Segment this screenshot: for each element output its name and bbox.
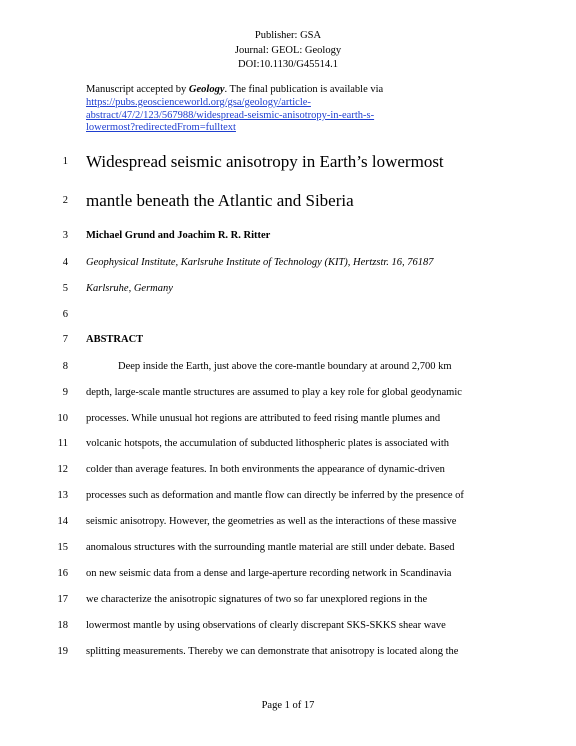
abstract-line: processes such as deformation and mantle flow can directly be inferred by the presence of [86, 490, 464, 501]
line-number: 17 [57, 594, 68, 605]
line-number: 5 [62, 283, 68, 294]
line-number: 4 [62, 257, 68, 268]
line-number: 19 [57, 646, 68, 657]
line-number: 7 [62, 334, 68, 345]
publication-link-line-1[interactable]: https://pubs.geoscienceworld.org/gsa/geology/article- [86, 96, 311, 108]
line-number: 18 [57, 620, 68, 631]
doi-line: DOI:10.1130/G45514.1 [238, 59, 338, 70]
line-number: 2 [62, 195, 68, 206]
line-number: 14 [57, 516, 68, 527]
journal-line: Journal: GEOL: Geology [234, 44, 342, 56]
abstract-line: we characterize the anisotropic signatures of two so far unexplored regions in the [86, 594, 428, 605]
abstract-line: depth, large-scale mantle structures are assumed to play a key role for global geodynamic [86, 387, 462, 398]
line-number: 9 [62, 387, 68, 398]
line-number: 16 [57, 568, 68, 579]
publication-link-line-2[interactable]: abstract/47/2/123/567988/widespread-seismic-anisotropy-in-earth-s- [86, 109, 375, 121]
abstract-line: processes. While unusual hot regions are attributed to feed rising mantle plumes and [86, 413, 441, 424]
line-number: 3 [62, 230, 68, 241]
affiliation-line-2: Karlsruhe, Germany [86, 283, 173, 294]
publisher-line: Publisher: GSA [254, 30, 322, 41]
line-number: 15 [57, 542, 68, 553]
line-number: 13 [57, 490, 68, 501]
authors: Michael Grund and Joachim R. R. Ritter [86, 230, 271, 241]
affiliation-line-1: Geophysical Institute, Karlsruhe Institute of Technology (KIT), Hertzstr. 16, 76187 [86, 257, 434, 268]
line-number: 1 [62, 156, 68, 167]
paper-title-line-2: mantle beneath the Atlantic and Siberia [86, 191, 354, 210]
abstract-line: anomalous structures with the surrounding mantle material are still under debate. Based [86, 542, 455, 553]
abstract-line: Deep inside the Earth, just above the core-mantle boundary at around 2,700 km [118, 361, 452, 372]
abstract-line: seismic anisotropy. However, the geometries as well as the interactions of these massive [86, 516, 457, 527]
abstract-heading: ABSTRACT [86, 334, 144, 345]
acceptance-notice [86, 84, 486, 135]
notice-journal-name: Geology [188, 84, 225, 95]
document-header [0, 29, 576, 73]
line-number: 10 [57, 413, 68, 424]
publication-link-line-3[interactable]: lowermost?redirectedFrom=fulltext [86, 122, 236, 134]
line-number: 11 [57, 438, 68, 449]
line-number: 12 [57, 464, 68, 475]
abstract-line: lowermost mantle by using observations of clearly discrepant SKS-SKKS shear wave [86, 620, 446, 631]
page-number: Page 1 of 17 [261, 700, 315, 711]
notice-suffix: . The final publication is available via [224, 84, 384, 95]
abstract-line: on new seismic data from a dense and large-aperture recording network in Scandinavia [86, 568, 452, 579]
line-number: 8 [62, 361, 68, 372]
abstract-line: volcanic hotspots, the accumulation of subducted lithospheric plates is associated with [86, 438, 450, 449]
abstract-line: splitting measurements. Thereby we can demonstrate that anisotropy is located along the [86, 646, 459, 657]
line-number: 6 [62, 309, 68, 320]
paper-title-line-1: Widespread seismic anisotropy in Earth’s lowermost [86, 152, 444, 171]
abstract-line: colder than average features. In both environments the appearance of dynamic-driven [86, 464, 445, 475]
notice-prefix: Manuscript accepted by [86, 84, 189, 95]
